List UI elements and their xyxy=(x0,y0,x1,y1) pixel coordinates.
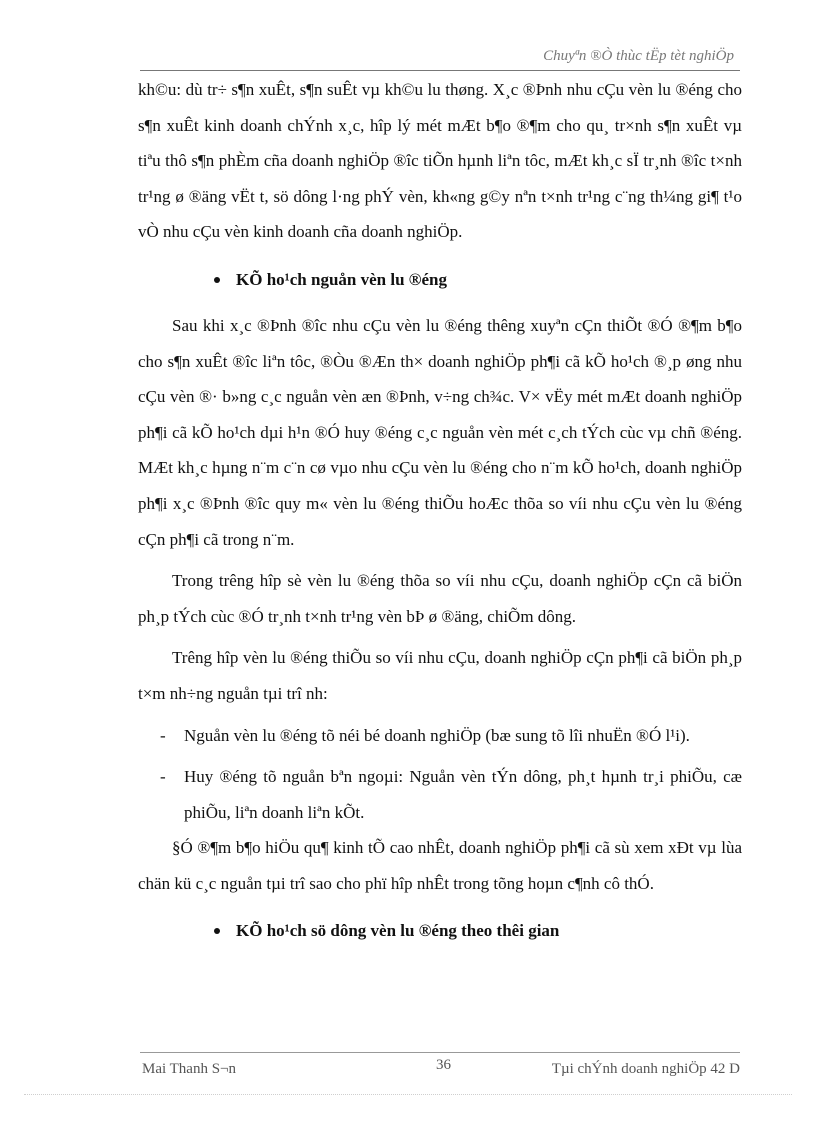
list-marker: - xyxy=(160,767,166,787)
page-footer xyxy=(140,1052,740,1081)
paragraph-3: Trong trêng hîp sè vèn lu ®éng thõa so víi nhu cÇu, doanh nghiÖp cÇn cã biÖn ph¸p tÝch cùc ®Ó tr¸nh t×nh tr¹ng vèn bÞ ø ®äng, chiÕm dông. xyxy=(138,571,742,626)
footer-author: Mai Thanh S¬n xyxy=(142,1061,237,1077)
section-heading-2 xyxy=(214,913,742,949)
paragraph-4: Trêng hîp vèn lu ®éng thiÕu so víi nhu cÇu, doanh nghiÖp cÇn ph¶i cã biÖn ph¸p t×m nh÷ng nguån tµi trî nh: xyxy=(138,648,742,703)
section-heading-1 xyxy=(214,262,742,298)
list-item-1 xyxy=(138,718,742,754)
list-item-text: Nguån vèn lu ®éng tõ néi bé doanh nghiÖp (bæ sung tõ lîi nhuËn ®Ó l¹i). xyxy=(184,725,690,745)
page-header xyxy=(140,48,740,71)
list-item-text: Huy ®éng tõ nguån bªn ngoµi: Nguån vèn tÝn dông, ph¸t hµnh tr¸i phiÕu, cæ phiÕu, liªn doanh liªn kÕt. xyxy=(184,767,742,822)
footer-class: Tµi chÝnh doanh nghiÖp 42 D xyxy=(551,1061,740,1077)
bullet-dot-icon xyxy=(214,928,220,934)
list-marker: - xyxy=(160,725,166,745)
header-title: Chuyªn ®Ò thùc tËp tèt nghiÖp xyxy=(543,48,734,64)
paragraph-1: kh©u: dù tr÷ s¶n xuÊt, s¶n suÊt vµ kh©u lu thøng. X¸c ®Þnh nhu cÇu vèn lu ®éng cho s¶n xuÊt kinh doanh chÝnh x¸c, hîp lý mét mÆt b¶o ®¶m cho qu¸ tr×nh s¶n xuÊt vµ tiªu thô s¶n phÈm cña doanh nghiÖp ®îc tiÕn hµnh liªn tôc, mÆt kh¸c sÏ tr¸nh ®îc t×nh tr¹ng ø ®äng vËt t, sö dông l·ng phÝ vèn, kh«ng g©y nªn t×nh tr¹ng c¨ng th¼ng gi¶ t¹o vÒ nhu cÇu vèn kinh doanh cña doanh nghiÖp. xyxy=(138,80,742,242)
page-number: 36 xyxy=(436,1057,451,1073)
list-item-2 xyxy=(138,759,742,830)
section-heading-1-text: KÕ ho¹ch nguån vèn lu ®éng xyxy=(236,269,447,289)
page-edge-divider xyxy=(24,1094,792,1095)
document-body xyxy=(138,72,742,959)
paragraph-2: Sau khi x¸c ®Þnh ®îc nhu cÇu vèn lu ®éng thêng xuyªn cÇn thiÕt ®Ó ®¶m b¶o cho s¶n xuÊt ®îc liªn tôc, ®Òu ®Æn th× doanh nghiÖp ph¶i cã kÕ ho¹ch ®¸p øng nhu cÇu vèn ®· b»ng c¸c nguån vèn æn ®Þnh, v÷ng ch¾c. V× vËy mét mÆt doanh nghiÖp ph¶i cã kÕ ho¹ch dµi h¹n ®Ó huy ®éng c¸c nguån vèn mét c¸ch tÝch cùc vµ chñ ®éng. MÆt kh¸c hµng n¨m c¨n cø vµo nhu cÇu vèn lu ®éng cho n¨m kÕ ho¹ch, doanh nghiÖp ph¶i x¸c ®Þnh ®îc quy m« vèn lu ®éng thiÕu hoÆc thõa so víi nhu cÇu vèn lu ®éng cÇn ph¶i cã trong n¨m. xyxy=(138,315,742,549)
section-heading-2-text: KÕ ho¹ch sö dông vèn lu ®éng theo thêi gian xyxy=(236,921,560,941)
bullet-dot-icon xyxy=(214,277,220,283)
paragraph-5: §Ó ®¶m b¶o hiÖu qu¶ kinh tÕ cao nhÊt, doanh nghiÖp ph¶i cã sù xem xÐt vµ lùa chän kü c¸c nguån tµi trî sao cho phï hîp nhÊt trong tõng hoµn c¶nh cô thÓ. xyxy=(138,838,742,893)
